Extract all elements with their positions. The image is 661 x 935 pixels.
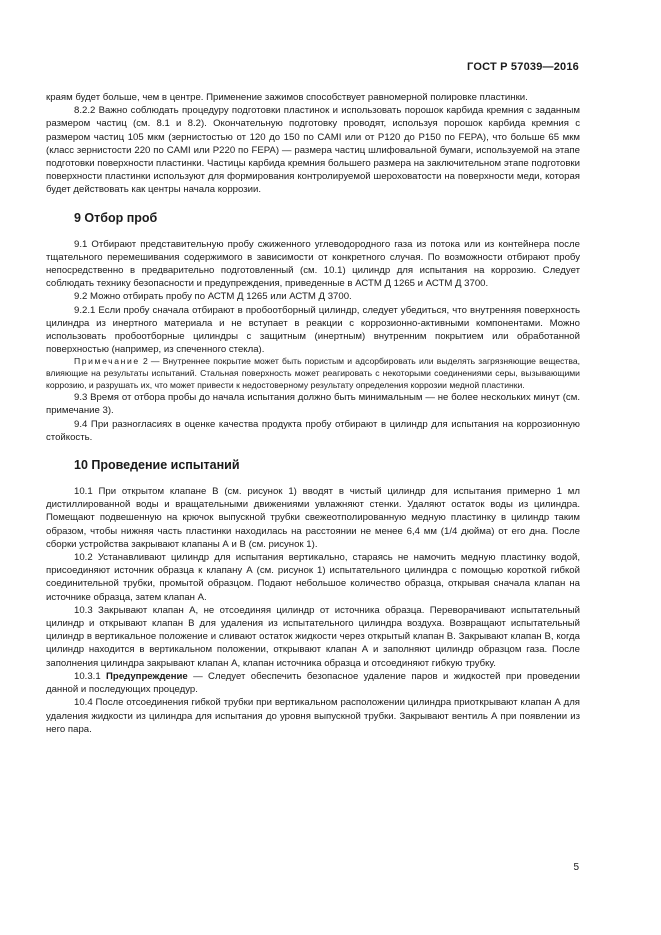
paragraph-10-3: 10.3 Закрывают клапан А, не отсоединяя цилиндр от источника образца. Переворачивают испытательный цилиндр и открывают клапан В для удаления из испытательного цилиндра воздуха. Возвращают испытательный цилиндр в вертикальное положение и сливают остаток жидкости через открытый клапан В. Закрывают клапан В, когда цилиндр находится в вертикальном положении, открывают клапан А и заполняют цилиндр образцом газа. После заполнения цилиндра закрывают клапан А, клапан источника образца и отсоединяют гибкую трубку. [46,604,580,669]
paragraph-9-4: 9.4 При разногласиях в оценке качества продукта пробу отбирают в цилиндр для испытания на коррозионную стойкость. [46,418,580,443]
page-content [46,91,580,736]
paragraph-9-3: 9.3 Время от отбора пробы до начала испытания должно быть минимальным — не более нескольких минут (см. примечание 3). [46,392,580,417]
paragraph-8-2-2: 8.2.2 Важно соблюдать процедуру подготовки пластинок и использовать порошок карбида кремния с заданным размером частиц (см. 8.1 и 8.2). Окончательную подготовку проводят, используя порошок карбида кремния с размером частиц 105 мкм (зернистостью от 120 до 150 по CAMI или от P120 до P150 по FEPA), что больше 65 мкм (класс зернистости 220 по CAMI или P220 по FEPA) — размера частиц шлифовальной бумаги, используемой на этапе подготовки поверхности пластинки. Частицы карбида кремния большего размера на заключительном этапе подготовки поверхности пластинки используют для формирования контролируемой шероховатости на поверхности меди, которая будет действовать как центры начала коррозии. [46,105,580,196]
note-label: Примечание [74,356,140,367]
clause-number: 10.3.1 [74,670,107,682]
document-number: ГОСТ Р 57039—2016 [467,61,579,73]
paragraph-9-2-1: 9.2.1 Если пробу сначала отбирают в пробоотборный цилиндр, следует убедиться, что внутренняя поверхность цилиндра из инертного материала и не вступает в реакции с коррозионно-активными компонентами. Можно использовать пробоотборные цилиндры с защитным (инертным) внутренним покрытием или обработанной поверхностью (например, из спеченного стекла). [46,304,580,356]
paragraph-10-3-1 [46,670,580,696]
note-text: 2 — Внутреннее покрытие может быть пористым и адсорбировать или выделять загрязняющие вещества, влияющие на результаты испытаний. Стальная поверхность может реагировать с некоторыми соединениями серы, вызывающими коррозию, и разрушать их, что может привести к недостоверному результату определения коррозии медной пластинки. [46,356,580,390]
paragraph-10-2: 10.2 Устанавливают цилиндр для испытания вертикально, стараясь не намочить медную пластинку водой, присоединяют источник образца к клапану А (см. рисунок 1) испытательного цилиндра с помощью короткой гибкой соединительной трубки, промытой образцом. Подают небольшое количество образца, открывая сначала клапан на источнике образца, затем клапан А. [46,552,580,603]
paragraph-10-1: 10.1 При открытом клапане В (см. рисунок 1) вводят в чистый цилиндр для испытания примерно 1 мл дистиллированной воды и вращательными движениями увлажняют стенки. Удаляют остаток воды из цилиндра. Помещают подвешенную на крючок выпускной трубки свежеотполированную медную пластинку в цилиндр таким образом, чтобы нижняя часть пластинки находилась на расстоянии не менее 6,4 мм (1/4 дюйма) от его дна. После сборки устройства закрывают клапаны А и В (см. рисунок 1). [46,486,580,550]
note-2 [46,356,580,391]
paragraph-9-1: 9.1 Отбирают представительную пробу сжиженного углеводородного газа из потока или из контейнера после тщательного перемешивания содержимого в зависимости от конкретного случая. По возможности отбирают пробу непосредственно в предварительно подготовленный (см. 10.1) цилиндр для испытания на коррозию. Следует соблюдать технику безопасности и предупреждения, приведенные в АСТМ Д 1265 и АСТМ Д 3700. [46,238,580,290]
paragraph-10-4: 10.4 После отсоединения гибкой трубки при вертикальном расположении цилиндра приоткрывают клапан А для удаления жидкости из цилиндра для испытания до уровня выпускной трубки. Закрывают вентиль А при появлении из него пара. [46,697,580,735]
warning-text: — Следует обеспечить безопасное удаление паров и жидкостей при проведении данной и последующих процедур. [46,670,580,696]
section-10-heading: 10 Проведение испытаний [74,458,240,473]
paragraph-continuation: краям будет больше, чем в центре. Применение зажимов способствует равномерной полировке пластинки. [46,92,528,103]
paragraph-9-2: 9.2 Можно отбирать пробу по АСТМ Д 1265 или АСТМ Д 3700. [74,291,352,303]
warning-label: Предупреждение [106,670,188,682]
section-9-heading: 9 Отбор проб [74,210,158,225]
page-number: 5 [573,862,579,873]
